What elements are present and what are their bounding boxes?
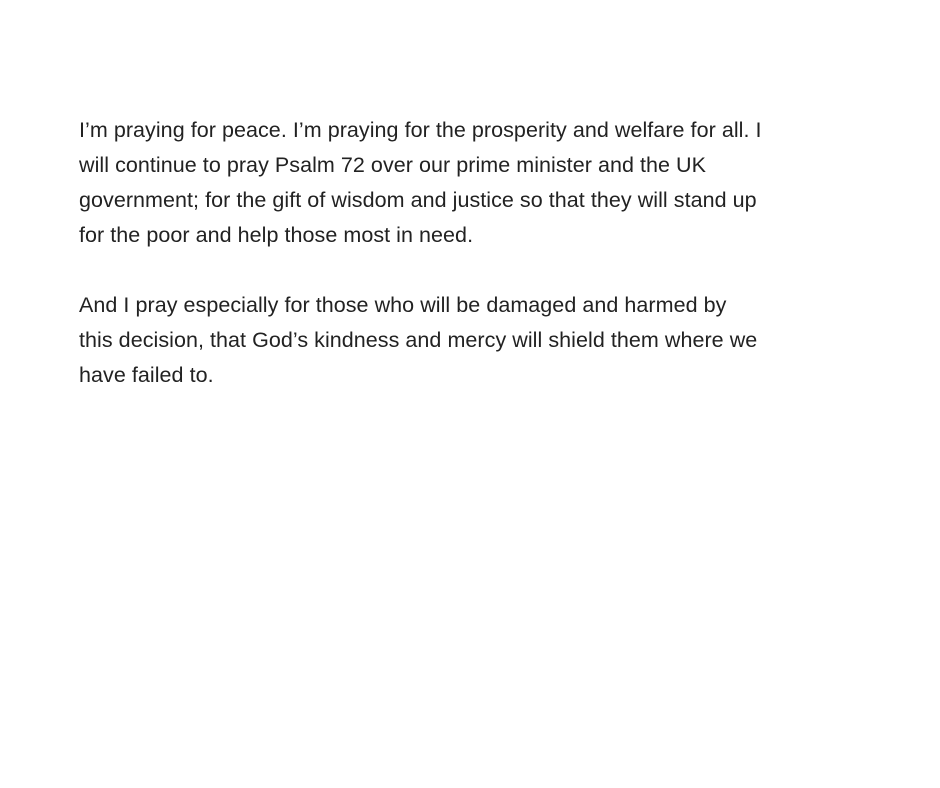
paragraph-line: And I pray especially for those who will be damaged and harmed by <box>79 293 727 317</box>
paragraph-line: this decision, that God’s kindness and mercy will shield them where we <box>79 328 758 352</box>
paragraph-line: will continue to pray Psalm 72 over our prime minister and the UK <box>79 153 707 177</box>
paragraph-line: for the poor and help those most in need. <box>79 223 474 247</box>
paragraph-line: have failed to. <box>79 363 214 387</box>
paragraph-prayer-for-peace <box>79 113 879 253</box>
document-body <box>79 113 879 393</box>
paragraph-line: government; for the gift of wisdom and justice so that they will stand up <box>79 188 757 212</box>
paragraph-line: I’m praying for peace. I’m praying for the prosperity and welfare for all. I <box>79 118 762 142</box>
paragraph-prayer-for-harmed <box>79 288 879 393</box>
